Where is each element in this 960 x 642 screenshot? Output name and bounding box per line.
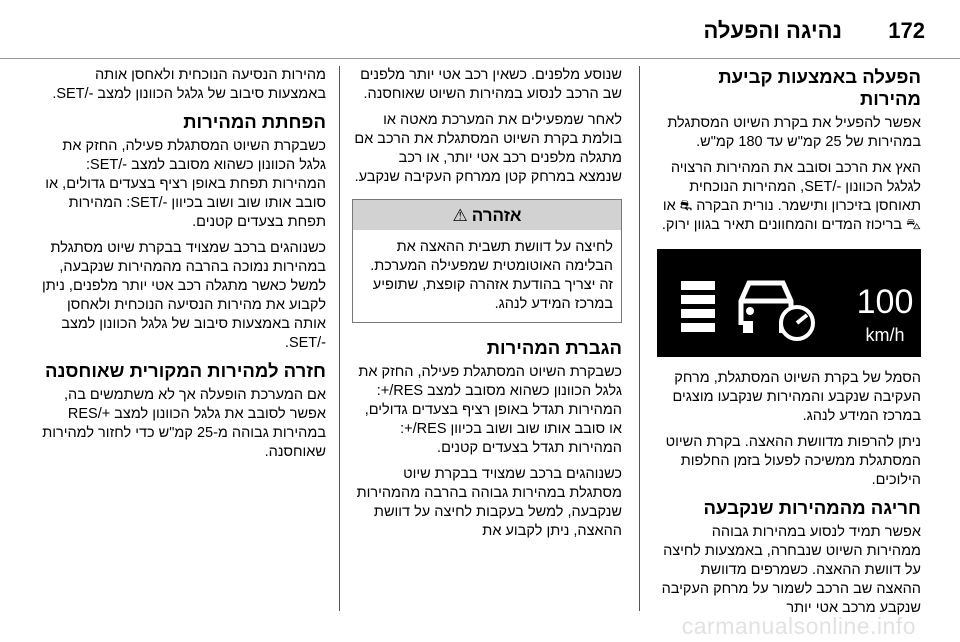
section-heading-increase-speed: הגברת המהירות	[486, 337, 622, 358]
column-divider	[339, 66, 340, 611]
column-divider	[639, 66, 640, 611]
warning-header	[353, 200, 621, 230]
warning-body	[353, 230, 621, 322]
paragraph: שנוסע מלפנים. כשאין רכב אטי יותר מלפנים שב הרכב לנסוע במהירות השיוט שאוחסנה.	[360, 67, 622, 102]
section-heading-exceed-speed: חריגה מהמהירות שנקבעה	[703, 497, 921, 518]
watermark: carmanualsonline.info	[681, 613, 916, 639]
chapter-title: נהיגה והפעלה	[703, 18, 842, 43]
page-number: 172	[888, 18, 925, 43]
paragraph: ניתן להרפות מדוושת ההאצה. בקרת השיוט המסתגלת ממשיכה לפעול בזמן החלפות הילוכים.	[665, 434, 921, 488]
paragraph: אפשר תמיד לנסוע במהירות גבוהה ממהירות השיוט שנבחרה, באמצעות לחיצה על דוושת ההאצה. כשמרפים מדוושת ההאצה שב הרכב לשמור על מרחק העקיבה שנקבע מרכב אטי יותר	[661, 524, 921, 616]
set-speed-value: 100	[856, 283, 914, 321]
speed-unit: km/h	[865, 325, 905, 345]
acc-display-graphic	[657, 249, 921, 357]
paragraph: כשבקרת השיוט המסתגלת פעילה, החזק את גלגל הכוונון כשהוא מסובב למצב -/SET: המהירות תפחת באופן רציף בצעדים גדולים, או סובב אותו שוב ושוב בכיוון -/SET: המהירות תפחת בצעדים קטנים.	[45, 138, 326, 230]
column-middle	[352, 66, 622, 548]
paragraph: אפשר להפעיל את בקרת השיוט המסתגלת במהירות של 25 קמ"ש עד 180 קמ"ש.	[667, 115, 921, 150]
warning-text: לחיצה על דוושת תשבית ההאצה את הבלימה האוטומטית שמפעילה המערכת. זה יצריך בהודעת אזהרה קופצת, שתופיע במרכז המידע לנהג.	[370, 239, 613, 312]
paragraph: כשנוהגים ברכב שמצויד בבקרת שיוט מסתגלת במהירות נמוכה בהרבה מהמהירות שנקבעה, למשל כאשר מתגלה רכב אטי יותר מלפנים, ניתן לקבוע את מהירות הנסיעה הנוכחית ולאחסן אותה באמצעות סיבוב של גלגל הכוונון למצב -/SET.	[41, 240, 326, 351]
column-right	[657, 66, 921, 625]
section-heading-decrease-speed: הפחתת המהירות	[183, 111, 326, 132]
header-divider	[0, 58, 960, 59]
cluster-display-illustration	[657, 249, 921, 357]
page-header	[0, 0, 960, 58]
section-heading-resume-speed: חזרה למהירות המקורית שאוחסנה	[44, 360, 326, 381]
paragraph: לאחר שמפעילים את המערכת מאטה או בולמת בקרת השיוט המסתגלת את הרכב אם מתגלה מלפנים רכב אטי יותר, או רכב שנמצא במרחק קטן ממרחק העקיבה שנקבע.	[354, 112, 622, 185]
paragraph: כשנוהגים ברכב שמצויד בבקרת שיוט מסתגלת במהירות גבוהה בהרבה מהמהירות שנקבעה, למשל בעקבות לחיצה על דוושת ההאצה, ניתן לקבוע את	[356, 466, 622, 539]
warning-box	[352, 199, 622, 323]
warning-triangle-icon: ⚠	[452, 205, 468, 225]
paragraph: האץ את הרכב וסובב את המהירות הרצויה לגלגל הכוונון -/SET, המהירות הנוכחית תאוחסן בזיכרון ותישמר. נורית הבקרה ⛐ או ⛍ בריכוז המדים והמחוונים תאיר בגוון ירוק.	[661, 160, 921, 233]
page-footer	[0, 611, 960, 642]
paragraph: מהירות הנסיעה הנוכחית ולאחסן אותה באמצעות סיבוב של גלגל הכוונון למצב -/SET.	[52, 67, 326, 102]
column-left	[40, 66, 326, 469]
warning-title: אזהרה	[471, 205, 522, 225]
paragraph: כשבקרת השיוט המסתגלת פעילה, החזק את גלגל הכוונון כשהוא מסובב למצב RES/+: המהירות תגדל באופן רציף בצעדים גדולים, או סובב אותו שוב ושוב בכיוון RES/+: המהירות תגדל בצעדים קטנים.	[358, 364, 622, 456]
section-heading-activation: הפעלה באמצעות קביעת מהירות	[718, 66, 921, 109]
paragraph: הסמל של בקרת השיוט המסתגלת, מרחק העקיבה שנקבע והמהירות שנקבעו מוצגים במרכז המידע לנהג.	[672, 370, 921, 424]
paragraph: אם המערכת הופעלה אך לא משתמשים בה, אפשר לסובב את גלגל הכוונון למצב +/RES במהירות גבוהה מ-25 קמ"ש כדי לחזור למהירות שאוחסנה.	[42, 387, 326, 460]
